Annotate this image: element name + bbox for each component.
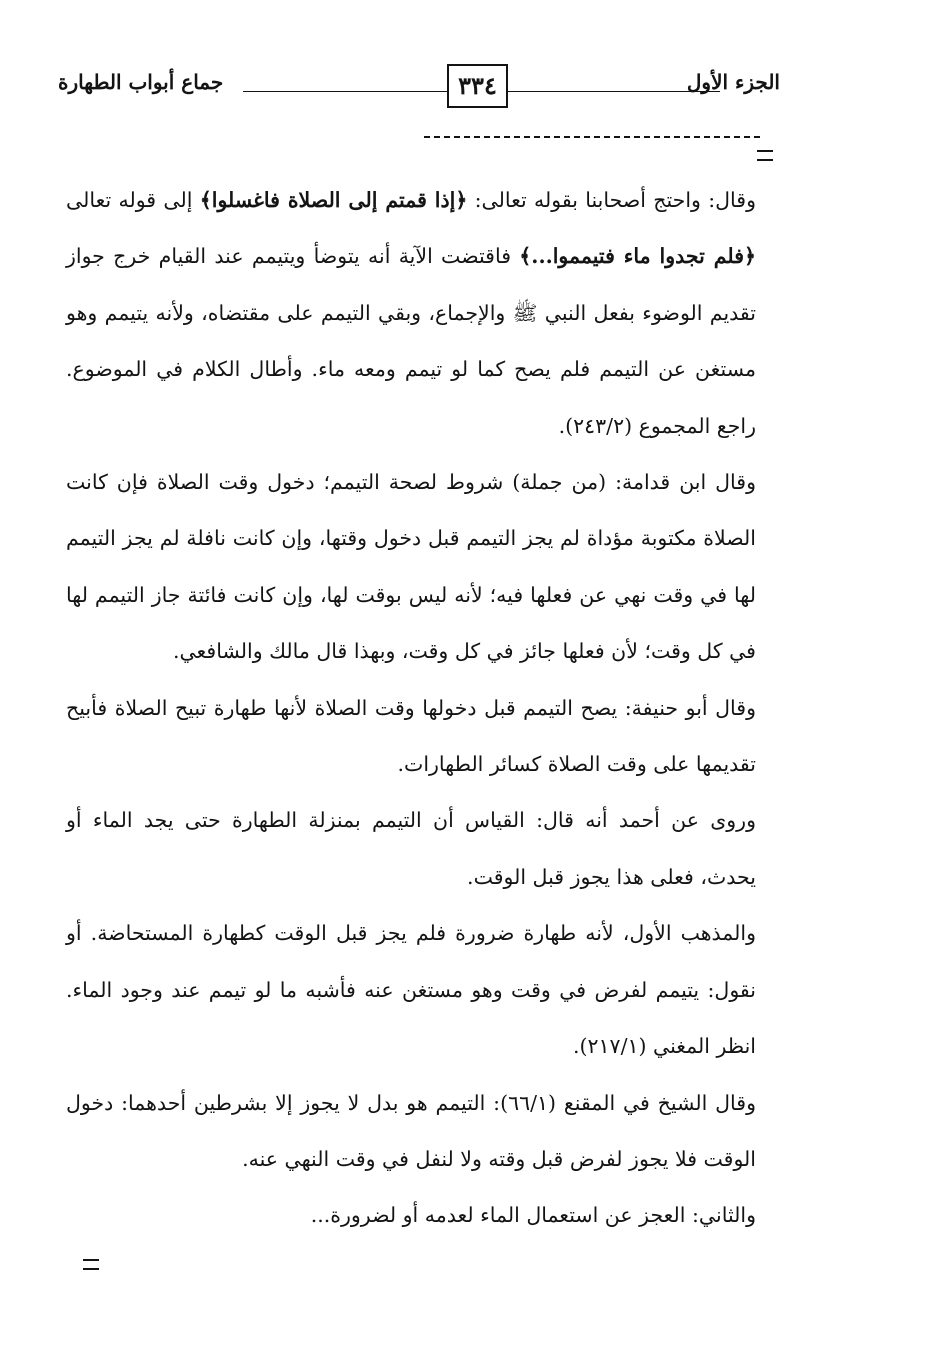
quran-quote-1: ﴿إذا قمتم إلى الصلاة فاغسلوا﴾ [199, 188, 468, 212]
page-body [66, 172, 756, 1244]
paragraph-5: والمذهب الأول، لأنه طهارة ضرورة فلم يجز قبل الوقت كطهارة المستحاضة. أو نقول: يتيمم لفرض في وقت وهو مستغن عنه فأشبه ما لو تيمم عند وجود الماء. انظر المغني (٢١٧/١). [66, 921, 756, 1059]
header-rule-right [508, 91, 720, 92]
paragraph-3: وقال أبو حنيفة: يصح التيمم قبل دخولها وقت الصلاة لأنها طهارة تبيح الصلاة فأبيح تقديمها على وقت الصلاة كسائر الطهارات. [66, 695, 756, 777]
bottom-double-dash-mark [83, 1259, 99, 1270]
chapter-title: جماع أبواب الطهارة [58, 70, 224, 94]
paragraph-1-rest: فاقتضت الآية أنه يتوضأ ويتيمم عند القيام خرج جواز تقديم الوضوء بفعل النبي ﷺ والإجماع، وبقي التيمم على مقتضاه، ولأنه يتيمم وهو مستغن عن التيمم فلم يصح كما لو تيمم ومعه ماء. وأطال الكلام في الموضوع. راجع المجموع (٢٤٣/٢). [66, 244, 756, 438]
page-number: ٣٣٤ [447, 64, 508, 108]
volume-title: الجزء الأول [686, 70, 780, 94]
paragraph-6: وقال الشيخ في المقنع (٦٦/١): التيمم هو بدل لا يجوز إلا بشرطين أحدهما: دخول الوقت فلا يجوز لفرض قبل وقته ولا لنفل في وقت النهي عنه. [66, 1090, 756, 1171]
header-dashed-divider [424, 136, 760, 138]
quran-quote-2: ﴿فلم تجدوا ماء فتيمموا...﴾ [519, 244, 757, 269]
paragraph-4: وروى عن أحمد أنه قال: القياس أن التيمم بمنزلة الطهارة حتى يجد الماء أو يحدث، فعلى هذا يجوز قبل الوقت. [66, 808, 756, 889]
paragraph-1-intro: وقال: واحتج أصحابنا بقوله تعالى: [467, 188, 756, 212]
top-double-dash-mark [757, 150, 773, 161]
running-header [58, 64, 780, 112]
header-rule-left [243, 91, 447, 92]
paragraph-7: والثاني: العجز عن استعمال الماء لعدمه أو لضرورة... [310, 1203, 756, 1228]
paragraph-1-middle: إلى قوله تعالى [66, 188, 200, 212]
paragraph-2: وقال ابن قدامة: (من جملة) شروط لصحة التيمم؛ دخول وقت الصلاة فإن كانت الصلاة مكتوبة مؤداة لم يجز التيمم قبل دخول وقتها، وإن كانت نافلة لم يجز التيمم لها في وقت نهي عن فعلها فيه؛ لأنه ليس بوقت لها، وإن كانت فائتة جاز التيمم لها في كل وقت؛ لأن فعلها جائز في كل وقت، وبهذا قال مالك والشافعي. [66, 470, 756, 664]
paragraph-1 [66, 172, 756, 454]
